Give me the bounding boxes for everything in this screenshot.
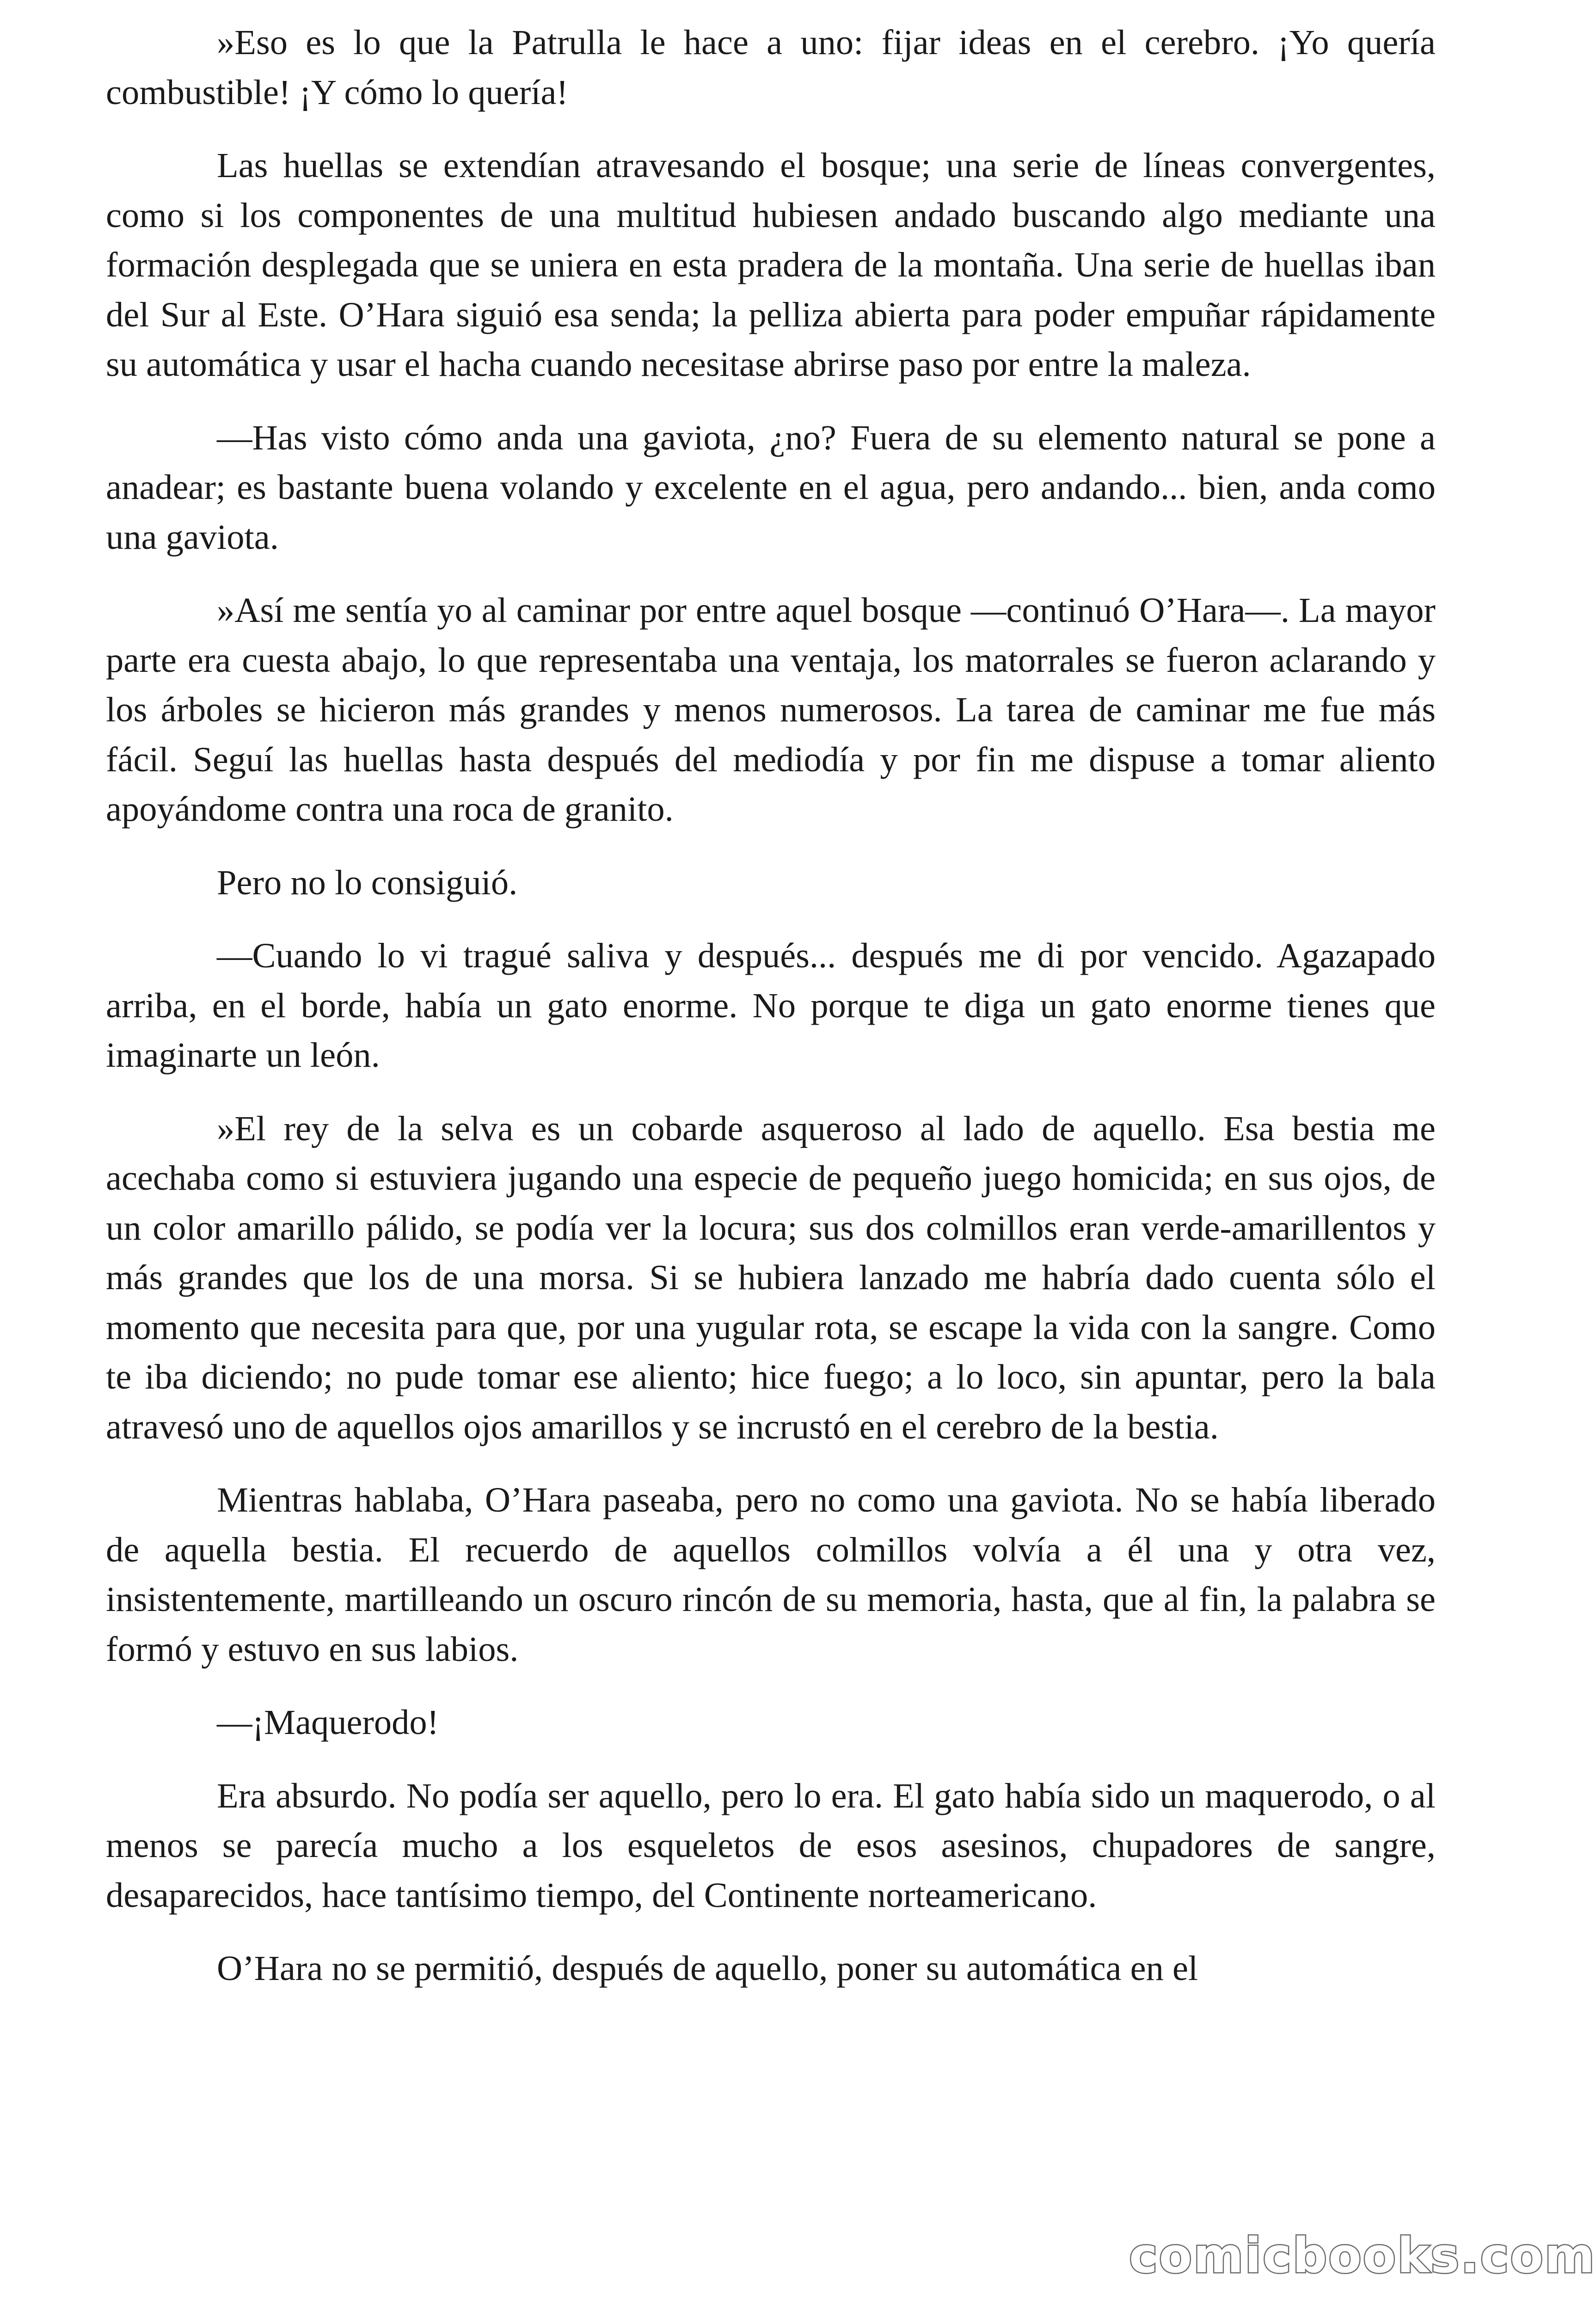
- paragraph: O’Hara no se permitió, después de aquello, poner su automática en el: [217, 1949, 1198, 1988]
- paragraph: Pero no lo consiguió.: [217, 862, 518, 902]
- paragraph: Era absurdo. No podía ser aquello, pero lo era. El gato había sido un maquerodo, o al menos se parecía mucho a los esqueletos de esos asesinos, chupadores de sangre, desaparecidos, hace tantísimo tiempo, del Continente norteamericano.: [106, 1776, 1436, 1915]
- paragraph: Las huellas se extendían atravesando el bosque; una serie de líneas convergentes, como si los componentes de una multitud hubiesen andado buscando algo mediante una formación desplegada que se uniera en esta pradera de la montaña. Una serie de huellas iban del Sur al Este. O’Hara siguió esa senda; la pelliza abierta para poder empuñar rápidamente su automática y usar el hacha cuando necesitase abrirse paso por entre la maleza.: [106, 146, 1436, 384]
- paragraph: —Cuando lo vi tragué saliva y después... después me di por vencido. Agazapado arriba, en el borde, había un gato enorme. No porque te diga un gato enorme tienes que imaginarte un león.: [106, 936, 1436, 1075]
- watermark: comicbooks.com: [1129, 2227, 1596, 2284]
- paragraph: Mientras hablaba, O’Hara paseaba, pero no como una gaviota. No se había liberado de aquella bestia. El recuerdo de aquellos colmillos volvía a él una y otra vez, insistentemente, martilleando un oscuro rincón de su memoria, hasta, que al fin, la palabra se formó y estuvo en sus labios.: [106, 1480, 1436, 1669]
- paragraph: —Has visto cómo anda una gaviota, ¿no? Fuera de su elemento natural se pone a anadear; es bastante buena volando y excelente en el agua, pero andando... bien, anda como una gaviota.: [106, 418, 1436, 557]
- paragraph: »Eso es lo que la Patrulla le hace a uno: fijar ideas en el cerebro. ¡Yo quería combustible! ¡Y cómo lo quería!: [106, 23, 1436, 112]
- paragraph: —¡Maquerodo!: [217, 1703, 439, 1742]
- paragraph: »Así me sentía yo al caminar por entre aquel bosque —continuó O’Hara—. La mayor parte era cuesta abajo, lo que representaba una ventaja, los matorrales se fueron aclarando y los árboles se hicieron más grandes y menos numerosos. La tarea de caminar me fue más fácil. Seguí las huellas hasta después del mediodía y por fin me dispuse a tomar aliento apoyándome contra una roca de granito.: [106, 590, 1436, 829]
- page-text: [106, 18, 1436, 2017]
- paragraph: »El rey de la selva es un cobarde asqueroso al lado de aquello. Esa bestia me acechaba como si estuviera jugando una especie de pequeño juego homicida; en sus ojos, de un color amarillo pálido, se podía ver la locura; sus dos colmillos eran verde-amarillentos y más grandes que los de una morsa. Si se hubiera lanzado me habría dado cuenta sólo el momento que necesita para que, por una yugular rota, se escape la vida con la sangre. Como te iba diciendo; no pude tomar ese aliento; hice fuego; a lo loco, sin apuntar, pero la bala atravesó uno de aquellos ojos amarillos y se incrustó en el cerebro de la bestia.: [106, 1108, 1436, 1446]
